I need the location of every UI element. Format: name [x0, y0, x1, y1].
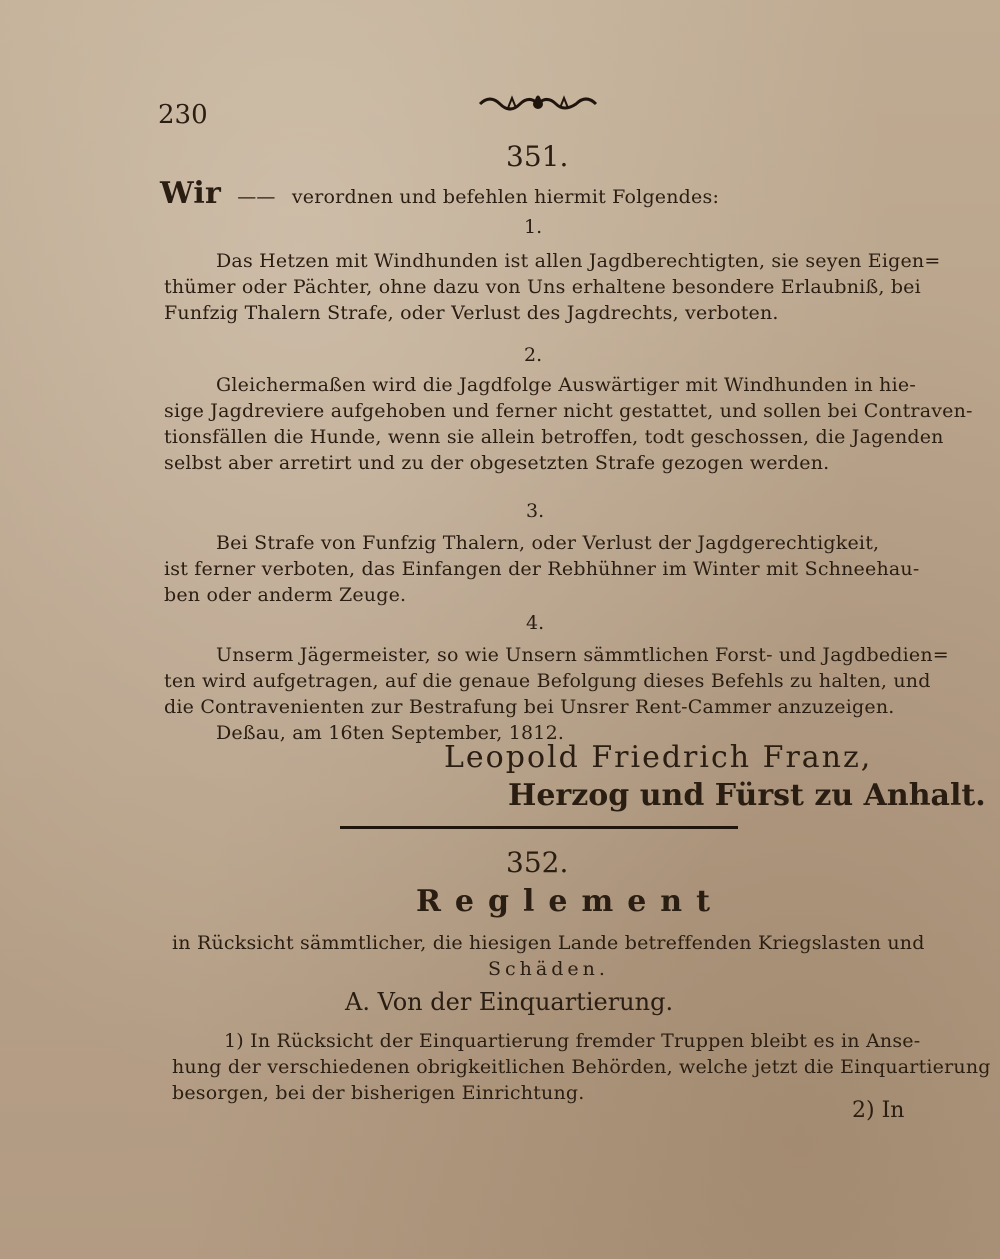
item-2-number: 2. [524, 344, 543, 366]
ornament-icon [478, 90, 598, 114]
item-1-line-3: Funfzig Thalern Strafe, oder Verlust des Jagdrechts, verboten. [164, 302, 779, 324]
para-1-line-1: 1) In Rücksicht der Einquartierung fremder Truppen bleibt es in Anse- [224, 1030, 921, 1052]
item-2-line-3: tionsfällen die Hunde, wenn sie allein betroffen, todt geschossen, die Jagenden [164, 426, 944, 448]
section-351-number: 351. [506, 140, 569, 173]
reglement-subtitle-line-1: in Rücksicht sämmtlicher, die hiesigen Lande betreffenden Kriegslasten und [172, 932, 925, 954]
dateline: Deßau, am 16ten September, 1812. [216, 722, 565, 744]
section-352-number: 352. [506, 846, 569, 879]
section-351-intro [160, 176, 719, 211]
item-3-number: 3. [526, 500, 545, 522]
item-2-line-2: sige Jagdreviere aufgehoben und ferner nicht gestattet, und sollen bei Contraven- [164, 400, 973, 422]
subheading-einquartierung: A. Von der Einquartierung. [345, 988, 674, 1016]
reglement-title: Reglement [416, 884, 724, 919]
intro-lead: Wir [160, 176, 221, 211]
item-1-line-1: Das Hetzen mit Windhunden ist allen Jagdberechtigten, sie seyen Eigen= [216, 250, 941, 272]
item-4-line-3: die Contravenienten zur Bestrafung bei Unsrer Rent-Cammer anzuzeigen. [164, 696, 895, 718]
signature-title: Herzog und Fürst zu Anhalt. [508, 778, 986, 813]
item-2-line-4: selbst aber arretirt und zu der obgesetzten Strafe gezogen werden. [164, 452, 830, 474]
item-2-line-1: Gleichermaßen wird die Jagdfolge Auswärtiger mit Windhunden in hie- [216, 374, 916, 396]
item-3-line-3: ben oder anderm Zeuge. [164, 584, 407, 606]
item-1-line-2: thümer oder Pächter, ohne dazu von Uns erhaltene besondere Erlaubniß, bei [164, 276, 921, 298]
item-4-line-2: ten wird aufgetragen, auf die genaue Befolgung dieses Befehls zu halten, und [164, 670, 931, 692]
para-1-line-3: besorgen, bei der bisherigen Einrichtung. [172, 1082, 585, 1104]
item-1-number: 1. [524, 216, 543, 238]
item-3-line-2: ist ferner verboten, das Einfangen der Rebhühner im Winter mit Schneehau- [164, 558, 920, 580]
page-number: 230 [158, 100, 208, 130]
para-1-line-2: hung der verschiedenen obrigkeitlichen Behörden, welche jetzt die Einquartierung [172, 1056, 991, 1078]
item-4-line-1: Unserm Jägermeister, so wie Unsern sämmtlichen Forst- und Jagdbedien= [216, 644, 949, 666]
signature-name: Leopold Friedrich Franz, [444, 740, 873, 775]
catchword: 2) In [852, 1098, 905, 1123]
intro-dash: —— [237, 186, 276, 208]
item-4-number: 4. [526, 612, 545, 634]
intro-rest: verordnen und befehlen hiermit Folgendes: [291, 186, 720, 208]
item-3-line-1: Bei Strafe von Funfzig Thalern, oder Verlust der Jagdgerechtigkeit, [216, 532, 880, 554]
reglement-subtitle-line-2: Schäden. [488, 958, 609, 980]
section-divider [340, 826, 738, 829]
